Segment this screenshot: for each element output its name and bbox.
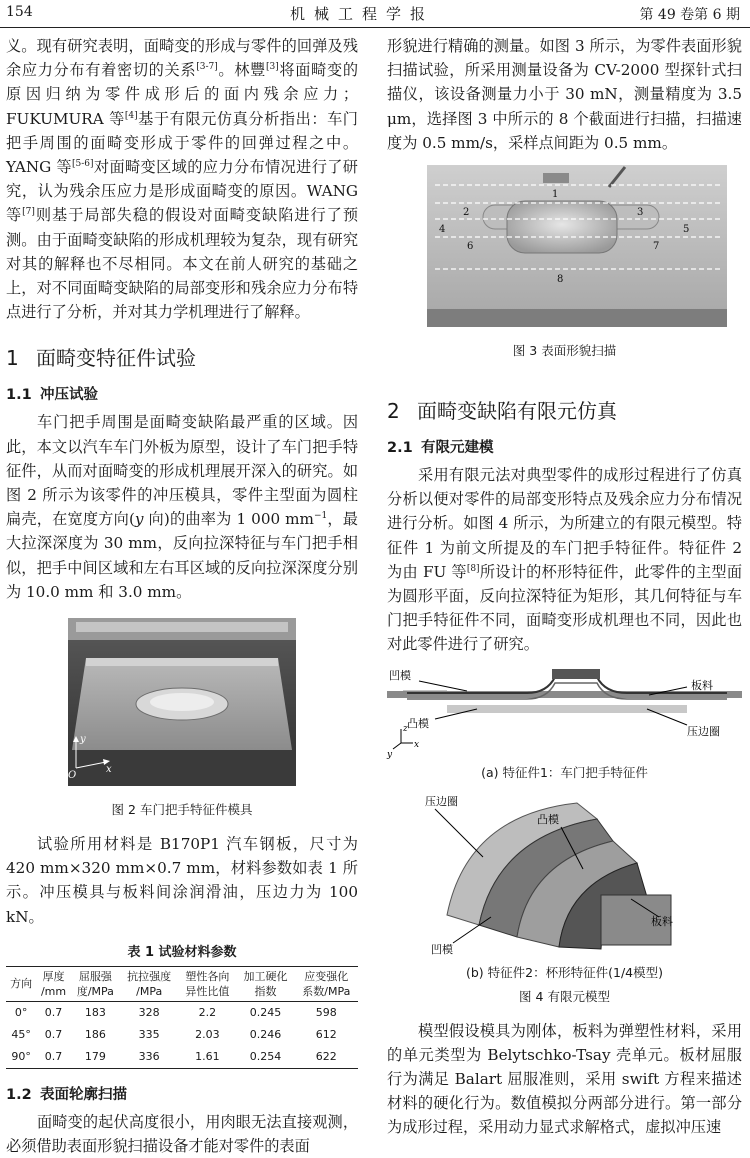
material-paragraph: 试验所用材料是 B170P1 汽车钢板，尺寸为 420 mm×320 mm×0.7 mm，材料参数如表 1 所示。冲压模具与板料间涂润滑油，压边力为 100 kN。 xyxy=(6,835,358,926)
figure-4 xyxy=(387,665,742,1005)
left-column xyxy=(6,34,358,1158)
label-sheet-b: 板料 xyxy=(651,914,673,928)
table-header: 方向 xyxy=(6,966,36,1001)
subsection-2-1-heading: 2.1 有限元建模 xyxy=(387,440,494,457)
fig2-axis-y: y xyxy=(80,734,86,746)
figure-2 xyxy=(6,618,358,818)
figure-3-caption: 图 3 表面形貌扫描 xyxy=(512,343,617,359)
figure-4-caption: 图 4 有限元模型 xyxy=(519,988,610,1004)
scan-line-label: 5 xyxy=(683,224,690,236)
figure-4a-caption: (a) 特征件1：车门把手特征件 xyxy=(481,764,648,780)
table-header: 厚度 /mm xyxy=(36,966,70,1001)
table-header: 加工硬化 指数 xyxy=(236,966,294,1001)
fig4a-axis-y: y xyxy=(387,749,393,760)
label-punch-b: 凸模 xyxy=(537,812,559,826)
subsection-1-1-heading: 1.1 冲压试验 xyxy=(6,387,98,404)
fe-model-paragraph: 采用有限元法对典型零件的成形过程进行了仿真分析以便对零件的局部变形特点及残余应力分布情况进行分析。如图 4 所示，为所建立的有限元模型。特征件 1 为前文所提及的车门把手特征件。特征件 2 为由 FU 等[8]所设计的杯形特征件，此零件的主型面为圆形平面，反向拉深特征为矩形，其几何特征与车门把手特征件不同，面畸变形成机理也不同，因此也对此零件进行了研究。 xyxy=(387,466,742,654)
material-table xyxy=(6,966,358,1069)
scan-line-label: 4 xyxy=(439,224,446,236)
scan-photo xyxy=(387,165,742,327)
table-header: 抗拉强度 /MPa xyxy=(120,966,178,1001)
section-1-heading: 1 面畸变特征件试验 xyxy=(6,346,196,371)
label-holder-b: 压边圈 xyxy=(425,794,458,808)
table-row: 0° 0.7 183 328 2.2 0.245 598 xyxy=(14,1005,337,1019)
fe-model-a xyxy=(387,665,742,760)
table-header: 屈服强 度/MPa xyxy=(71,966,120,1001)
table-header: 应变强化 系数/MPa xyxy=(295,966,358,1001)
running-header xyxy=(0,0,750,28)
intro-paragraph: 义。现有研究表明，面畸变的形成与零件的回弹及残余应力分布有着密切的关系[3-7]。林豐[3]将面畸变的原因归纳为零件成形后的面内残余应力；FUKUMURA 等[4]基于有限元仿真分析指出：车门把手周围的面畸变形成于零件的回弹过程之中。YANG 等[5-6]对面畸变区域的应力分布情况进行了研究，认为残余压应力是形成面畸变的原因。WANG 等[7]则基于局部失稳的假设对面畸变缺陷进行了预测。由于面畸变缺陷的形成机理较为复杂，现有研究对其的解释也不尽相同。本文在前人研究的基础之上，对不同面畸变缺陷的局部变形和残余应力分布特点进行了分析，并对其力学机理进行了解释。 xyxy=(6,37,359,322)
fig4a-axis-z: z xyxy=(403,723,408,734)
page-number: 154 xyxy=(6,4,33,20)
section-2-heading: 2 面畸变缺陷有限元仿真 xyxy=(387,399,617,424)
label-die: 凹模 xyxy=(389,668,411,682)
scan-line-label: 6 xyxy=(467,241,474,253)
scan-line-label: 3 xyxy=(637,207,644,219)
table-row: 45° 0.7 186 335 2.03 0.246 612 xyxy=(11,1027,337,1041)
scan-line-label: 8 xyxy=(557,274,564,286)
figure-4b-caption: (b) 特征件2：杯形特征件(1/4模型) xyxy=(466,964,663,980)
figure-3 xyxy=(387,165,742,359)
label-die-b: 凹模 xyxy=(431,942,453,956)
fe-model-b xyxy=(387,787,742,957)
scan-paragraph-cont: 形貌进行精确的测量。如图 3 所示，为零件表面形貌扫描试验，所采用测量设备为 CV-2000 型探针式扫描仪，该设备测量力小于 30 mN，测量精度为 3.5 μm，选择图 3 中所示的 8 个截面进行扫描，扫描速度为 0.5 mm/s，采样点间距为 0.5 mm。 xyxy=(387,37,742,152)
die-photo xyxy=(6,618,358,786)
scan-paragraph-start: 面畸变的起伏高度很小，用肉眼无法直接观测，必须借助表面形貌扫描设备才能对零件的表面 xyxy=(6,1112,358,1156)
scan-line-label: 7 xyxy=(653,241,660,253)
table-header-row xyxy=(6,966,358,1001)
fig4a-axis-x: x xyxy=(414,739,420,750)
label-punch: 凸模 xyxy=(407,716,429,730)
fig2-axis-x: x xyxy=(106,764,112,776)
right-column xyxy=(387,34,742,1140)
scan-line-label: 2 xyxy=(463,207,470,219)
table-row: 90° 0.7 179 336 1.61 0.254 622 xyxy=(6,1046,358,1069)
label-sheet: 板料 xyxy=(691,678,713,692)
volume-issue: 第 49 卷第 6 期 xyxy=(639,7,740,23)
subsection-1-2-heading: 1.2 表面轮廓扫描 xyxy=(6,1086,127,1103)
table-1-caption: 表 1 试验材料参数 xyxy=(127,944,237,960)
scan-line-label: 1 xyxy=(552,189,559,201)
journal-title: 机械工程学报 xyxy=(290,5,435,23)
figure-2-caption: 图 2 车门把手特征件模具 xyxy=(111,802,253,818)
model-assumption-paragraph: 模型假设模具为刚体，板料为弹塑性材料，采用的单元类型为 Belytschko-Tsay 壳单元。板材屈服行为满足 Balart 屈服准则，采用 swift 方程来描述材料的硬化行为。数值模拟分两部分进行。第一部分为成形过程，采用动力显式求解格式，虚拟冲压速 xyxy=(387,1021,742,1137)
fig2-axis-origin: O xyxy=(68,770,77,782)
table-header: 塑性各向 异性比值 xyxy=(178,966,236,1001)
stamping-paragraph: 车门把手周围是面畸变缺陷最严重的区域。因此，本文以汽车车门外板为原型，设计了车门把手特征件，从而对面畸变的形成机理展开深入的研究。如图 2 所示为该零件的冲压模具，零件主型面为圆柱扁壳，在宽度方向(y 向)的曲率为 1 000 $mm^{-1}$，最大拉深深度为 30 mm，反向拉深特征与车门把手相似，把手中间区域和左右耳区域的反向拉深深度分别为 10.0 mm 和 3.0 mm。 xyxy=(6,413,358,601)
label-holder: 压边圈 xyxy=(687,724,720,738)
